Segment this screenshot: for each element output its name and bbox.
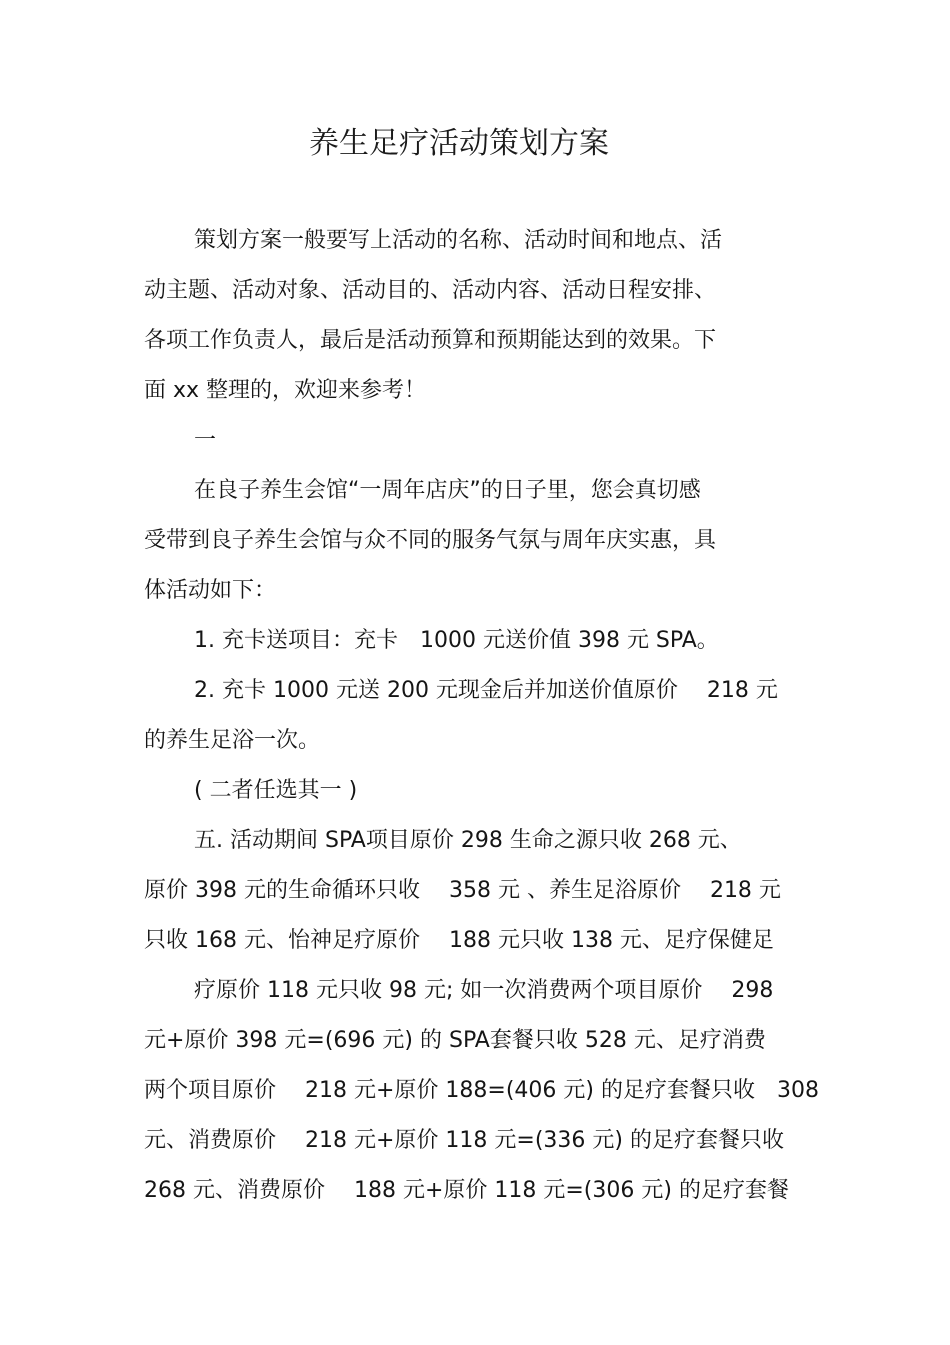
body-line: 受带到良子养生会馆与众不同的服务气氛与周年庆实惠，具 [144,528,717,553]
body-line: 268 元、消费原价 188 元+原价 118 元=(306 元) 的足疗套餐 [144,1178,789,1203]
body-line: 元+原价 398 元=(696 元) 的 SPA套餐只收 528 元、足疗消费 [144,1028,766,1053]
body-line: ( 二者任选其一 ) [194,778,358,803]
body-line: 各项工作负责人，最后是活动预算和预期能达到的效果。下 [144,328,717,353]
body-line: 在良子养生会馆“一周年店庆”的日子里，您会真切感 [194,478,701,503]
body-line: 原价 398 元的生命循环只收 358 元 、养生足浴原价 218 元 [144,878,781,903]
body-line: 只收 168 元、怡神足疗原价 188 元只收 138 元、足疗保健足 [144,928,774,953]
body-line: 策划方案一般要写上活动的名称、活动时间和地点、活 [194,228,723,253]
body-line: 元、消费原价 218 元+原价 118 元=(336 元) 的足疗套餐只收 [144,1128,784,1153]
body-line: 的养生足浴一次。 [144,728,321,753]
list-item: 2. 充卡 1000 元送 200 元现金后并加送价值原价 218 元 [194,678,778,703]
section-heading: 一 [194,428,217,453]
body-line: 面 xx 整理的，欢迎来参考！ [144,378,427,403]
page-title: 养生足疗活动策划方案 [309,126,609,161]
body-line: 两个项目原价 218 元+原价 188=(406 元) 的足疗套餐只收 308 [144,1078,819,1103]
body-line: 五. 活动期间 SPA项目原价 298 生命之源只收 268 元、 [194,828,742,853]
body-line: 体活动如下： [144,578,277,603]
body-line: 疗原价 118 元只收 98 元; 如一次消费两个项目原价 298 [194,978,774,1003]
list-item: 1. 充卡送项目：充卡 1000 元送价值 398 元 SPA。 [194,628,719,653]
body-line: 动主题、活动对象、活动目的、活动内容、活动日程安排、 [144,278,717,303]
